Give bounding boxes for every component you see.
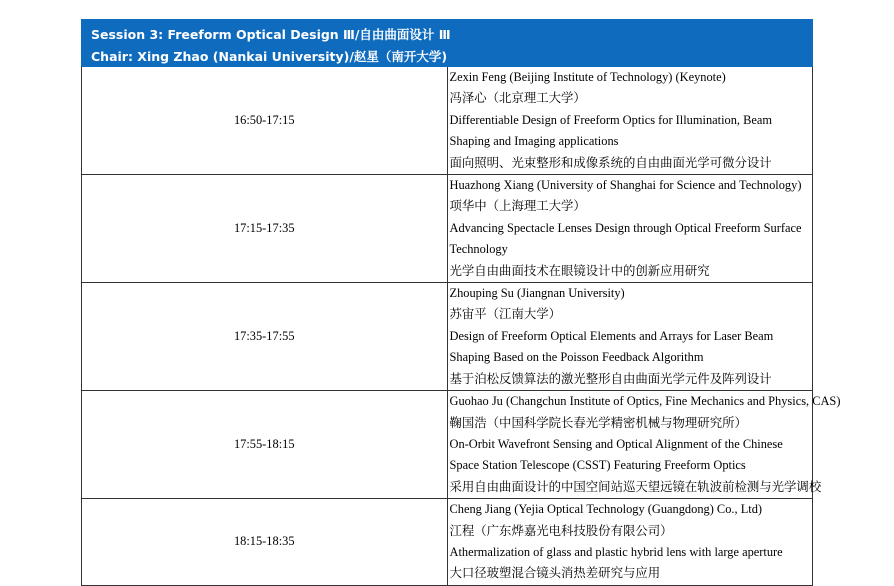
talk-details [447, 283, 813, 391]
speaker-name-cn: 苏宙平（江南大学） [449, 307, 562, 322]
talk-title-en: On-Orbit Wavefront Sensing and Optical Alignment of the Chinese Space Station Telescope (CSST) Featuring Freeform Optics [449, 436, 783, 473]
session-title-row [82, 19, 813, 45]
talk-title-en: Design of Freeform Optical Elements and Arrays for Laser Beam Shaping Based on the Poisson Feedback Algorithm [449, 328, 774, 365]
talk-row [82, 391, 813, 499]
talk-time: 17:55-18:15 [82, 391, 448, 499]
speaker-name-cn: 项华中（上海理工大学） [449, 199, 586, 214]
talk-title-cn: 采用自由曲面设计的中国空间站巡天望远镜在轨波前检测与光学调校 [449, 479, 822, 494]
speaker-name-cn: 江程（广东烨嘉光电科技股份有限公司） [449, 523, 673, 538]
talk-row [82, 175, 813, 283]
talk-title-en: Differentiable Design of Freeform Optics for Illumination, Beam Shaping and Imaging applications [449, 112, 773, 149]
speaker-name-en: Huazhong Xiang (University of Shanghai for Science and Technology) [449, 178, 802, 193]
talk-title-cn: 基于泊松反馈算法的激光整形自由曲面光学元件及阵列设计 [449, 371, 772, 386]
talk-time: 17:35-17:55 [82, 283, 448, 391]
session-title: Session 3: Freeform Optical Design Ⅲ/自由曲面设计 Ⅲ [82, 19, 813, 45]
talk-title-cn: 面向照明、光束整形和成像系统的自由曲面光学可微分设计 [449, 155, 772, 170]
speaker-name-en: Zhouping Su (Jiangnan University) [449, 286, 625, 301]
session-chair-row [82, 45, 813, 67]
speaker-name-en: Guohao Ju (Changchun Institute of Optics, Fine Mechanics and Physics, CAS) [449, 394, 841, 409]
talk-title-en: Advancing Spectacle Lenses Design through Optical Freeform Surface Technology [449, 220, 802, 257]
talk-details [447, 67, 813, 175]
talk-details [447, 391, 841, 499]
talk-row [82, 499, 813, 586]
speaker-name-cn: 鞠国浩（中国科学院长春光学精密机械与物理研究所） [449, 415, 747, 430]
talk-title-cn: 大口径玻塑混合镜头消热差研究与应用 [449, 566, 661, 581]
talk-title-en: Athermalization of glass and plastic hybrid lens with large aperture [449, 544, 783, 559]
session-chair: Chair: Xing Zhao (Nankai University)/赵星（南开大学) [82, 45, 813, 67]
talk-time: 18:15-18:35 [82, 499, 448, 586]
speaker-name-en: Cheng Jiang (Yejia Optical Technology (Guangdong) Co., Ltd) [449, 502, 763, 517]
talk-time: 17:15-17:35 [82, 175, 448, 283]
talk-title-cn: 光学自由曲面技术在眼镜设计中的创新应用研究 [449, 263, 710, 278]
talk-row [82, 283, 813, 391]
talk-details [447, 499, 813, 586]
session-schedule-table [81, 19, 841, 586]
speaker-name-cn: 冯泽心（北京理工大学） [449, 91, 586, 106]
talk-details [447, 175, 813, 283]
talk-time: 16:50-17:15 [82, 67, 448, 175]
talk-row [82, 67, 813, 175]
speaker-name-en: Zexin Feng (Beijing Institute of Technology) (Keynote) [449, 70, 726, 84]
